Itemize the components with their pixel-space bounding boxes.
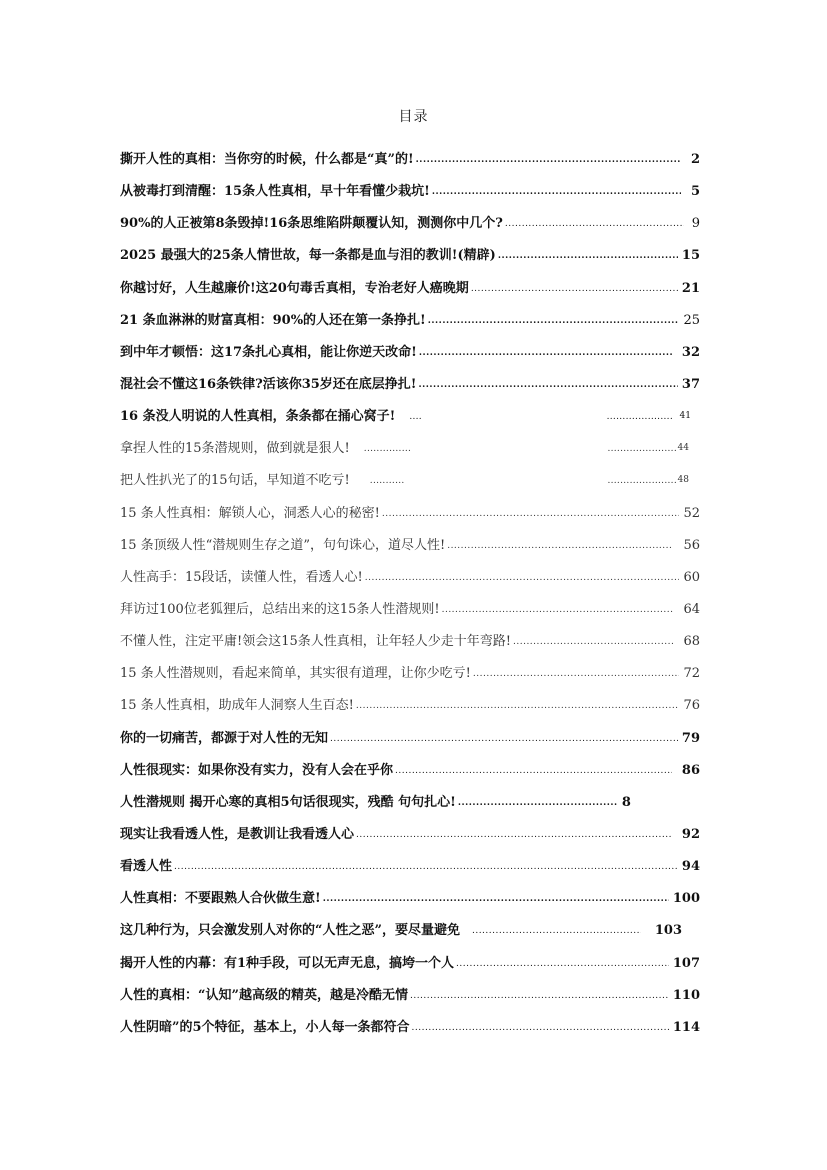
toc-entry-title: 15 条人性潜规则，看起来简单，其实很有道理，让你少吃亏! — [120, 666, 471, 682]
toc-entry[interactable] — [120, 427, 700, 457]
toc-leader-dots — [472, 924, 641, 939]
toc-leader-dots — [513, 635, 673, 650]
toc-entry[interactable] — [120, 234, 700, 264]
toc-entry[interactable] — [120, 845, 700, 875]
toc-leader-dots — [174, 860, 678, 875]
toc-entry-title: 15 条人性真相，助成年人洞察人生百态! — [120, 698, 354, 714]
toc-entry[interactable] — [120, 974, 700, 1004]
toc-leader-dots — [432, 185, 681, 200]
toc-entry-page: 52 — [683, 505, 700, 521]
toc-entry-title: 现实让我看透人性，是教训让我看透人心 — [120, 826, 355, 842]
toc-entry-title: 拿捏人性的15条潜规则，做到就是狠人! — [120, 441, 350, 457]
toc-entry-page: 92 — [681, 826, 700, 842]
toc-list — [120, 138, 700, 1038]
toc-entry[interactable] — [120, 813, 700, 843]
toc-leader-dots — [473, 667, 680, 682]
toc-leader-dots — [428, 314, 680, 329]
toc-leader-dots — [410, 989, 669, 1004]
toc-entry-page: 86 — [681, 762, 700, 778]
toc-entry[interactable] — [120, 909, 700, 939]
toc-leader-dots: .... — [409, 412, 422, 423]
toc-entry-title: 人性潜规则 揭开心寒的真相5句话很现实，残酷 句句扎心! — [120, 794, 456, 810]
toc-leader-dots — [458, 796, 618, 811]
toc-leader-dots: ...................... — [607, 476, 677, 487]
toc-entry[interactable] — [120, 717, 700, 747]
toc-entry-title: 看透人性 — [120, 859, 173, 875]
toc-leader-dots: ............... — [363, 444, 412, 455]
toc-entry-page: 9 — [691, 216, 700, 232]
toc-entry-page: 8 — [621, 794, 631, 810]
toc-entry-page: 72 — [683, 666, 700, 682]
toc-entry-page: 37 — [681, 376, 700, 392]
toc-entry-title: 15 条人性真相：解锁人心，洞悉人心的秘密! — [120, 505, 380, 521]
toc-entry[interactable] — [120, 202, 700, 232]
toc-entry[interactable] — [120, 138, 700, 168]
toc-entry[interactable] — [120, 331, 700, 361]
toc-entry-title: 你的一切痛苦，都源于对人性的无知 — [120, 730, 329, 746]
toc-entry[interactable] — [120, 1006, 700, 1036]
toc-leader-dots — [442, 603, 674, 618]
toc-entry-page: 100 — [672, 891, 700, 907]
toc-entry-title: 撕开人性的真相：当你穷的时候，什么都是“真”的! — [120, 152, 414, 167]
toc-entry-title: 到中年才顿悟：这17条扎心真相，能让你逆天改命! — [120, 344, 417, 360]
toc-entry[interactable] — [120, 684, 700, 714]
toc-entry-title: 混社会不懂这16条铁律?活该你35岁还在底层挣扎! — [120, 376, 417, 392]
toc-entry-page: 64 — [683, 601, 700, 617]
toc-entry-page: 25 — [683, 312, 700, 328]
toc-leader-dots — [471, 282, 678, 297]
toc-entry-title: 90%的人正被第8条毁掉!16条思维陷阱颠覆认知，测测你中几个? — [120, 216, 503, 232]
toc-entry-title: 你越讨好，人生越廉价!这20句毒舌真相，专治老好人癌晚期 — [120, 280, 469, 296]
toc-entry[interactable] — [120, 459, 700, 489]
toc-entry[interactable] — [120, 267, 700, 297]
toc-entry-page: 48 — [677, 475, 689, 486]
toc-entry[interactable] — [120, 588, 700, 618]
toc-entry[interactable] — [120, 395, 700, 425]
toc-entry[interactable] — [120, 781, 720, 811]
toc-leader-dots — [416, 153, 681, 168]
toc-entry-title: 不懂人性，注定平庸!领会这15条人性真相，让年轻人少走十年弯路! — [120, 634, 511, 650]
toc-entry-page: 41 — [679, 411, 691, 422]
toc-leader-dots — [323, 892, 669, 907]
toc-entry-page: 76 — [683, 698, 700, 714]
toc-entry-title: 从被毒打到清醒：15条人性真相，早十年看懂少栽坑! — [120, 184, 430, 200]
toc-entry-title: 16 条没人明说的人性真相，条条都在捅心窝子! — [120, 409, 396, 425]
toc-entry-title: 人性很现实：如果你没有实力，没有人会在乎你 — [120, 762, 394, 778]
toc-leader-dots — [356, 699, 680, 714]
toc-entry-page: 60 — [683, 569, 700, 585]
toc-entry-title: 揭开人性的内幕：有1种手段，可以无声无息，搞垮一个人 — [120, 955, 455, 971]
toc-entry-title: 21 条血淋淋的财富真相：90%的人还在第一条挣扎! — [120, 312, 426, 328]
toc-entry[interactable] — [120, 877, 700, 907]
toc-entry-title: 拜访过100位老狐狸后，总结出来的这15条人性潜规则! — [120, 601, 440, 617]
toc-entry[interactable] — [120, 299, 700, 329]
toc-entry-title: 2025 最强大的25条人情世故，每一条都是血与泪的教训!(精辟) — [120, 248, 496, 264]
toc-entry[interactable] — [120, 556, 700, 586]
toc-entry[interactable] — [120, 652, 700, 682]
toc-entry[interactable] — [120, 942, 700, 972]
toc-entry-page: 21 — [681, 280, 700, 296]
toc-entry-title: 人性真相：不要跟熟人合伙做生意! — [120, 891, 321, 907]
toc-leader-dots — [356, 828, 672, 843]
toc-entry-page: 56 — [683, 537, 700, 553]
toc-entry[interactable] — [120, 363, 700, 393]
toc-entry[interactable] — [120, 170, 700, 200]
toc-leader-dots: ...................... — [607, 444, 677, 455]
toc-leader-dots: ........... — [369, 476, 405, 487]
toc-leader-dots — [456, 957, 669, 972]
toc-entry-title: 这几种行为，只会激发别人对你的“人性之恶”，要尽量避免 — [120, 923, 460, 939]
toc-leader-dots — [412, 1021, 669, 1036]
toc-entry-page: 79 — [681, 730, 700, 746]
toc-leader-dots — [505, 217, 684, 232]
toc-leader-dots — [365, 571, 680, 586]
toc-entry-page: 5 — [690, 184, 700, 200]
toc-entry-title: 人性阴暗”的5个特征，基本上，小人每一条都符合 — [120, 1019, 410, 1035]
toc-entry-title: 人性高手：15段话，读懂人性，看透人心! — [120, 569, 363, 585]
toc-entry-title: 15 条顶级人性“潜规则生存之道”，句句诛心，道尽人性! — [120, 537, 446, 553]
toc-entry-page: 110 — [672, 987, 700, 1003]
toc-entry[interactable] — [120, 620, 700, 650]
toc-leader-dots — [395, 764, 672, 779]
toc-leader-dots: ..................... — [606, 412, 673, 423]
toc-entry-page: 32 — [681, 344, 700, 360]
toc-entry-title: 人性的真相：“认知”越高级的精英，越是冷酷无情 — [120, 987, 408, 1003]
toc-entry-page: 103 — [654, 923, 682, 939]
toc-entry-page: 107 — [672, 955, 700, 971]
toc-entry-page: 2 — [690, 152, 700, 167]
toc-leader-dots — [498, 249, 678, 264]
toc-leader-dots — [419, 346, 672, 361]
toc-entry-page: 68 — [683, 634, 700, 650]
toc-leader-dots — [330, 732, 678, 747]
toc-entry[interactable] — [120, 492, 700, 522]
toc-entry-title: 把人性扒光了的15句话，早知道不吃亏! — [120, 473, 350, 489]
toc-entry[interactable] — [120, 524, 700, 554]
toc-entry-page: 15 — [681, 248, 700, 264]
toc-title: 目录 — [398, 109, 429, 125]
toc-entry-page: 94 — [681, 859, 700, 875]
toc-leader-dots — [419, 378, 678, 393]
toc-entry-page: 114 — [672, 1019, 700, 1035]
toc-leader-dots — [382, 507, 680, 522]
toc-leader-dots — [447, 539, 673, 554]
toc-entry[interactable] — [120, 749, 700, 779]
toc-entry-page: 44 — [677, 443, 689, 454]
